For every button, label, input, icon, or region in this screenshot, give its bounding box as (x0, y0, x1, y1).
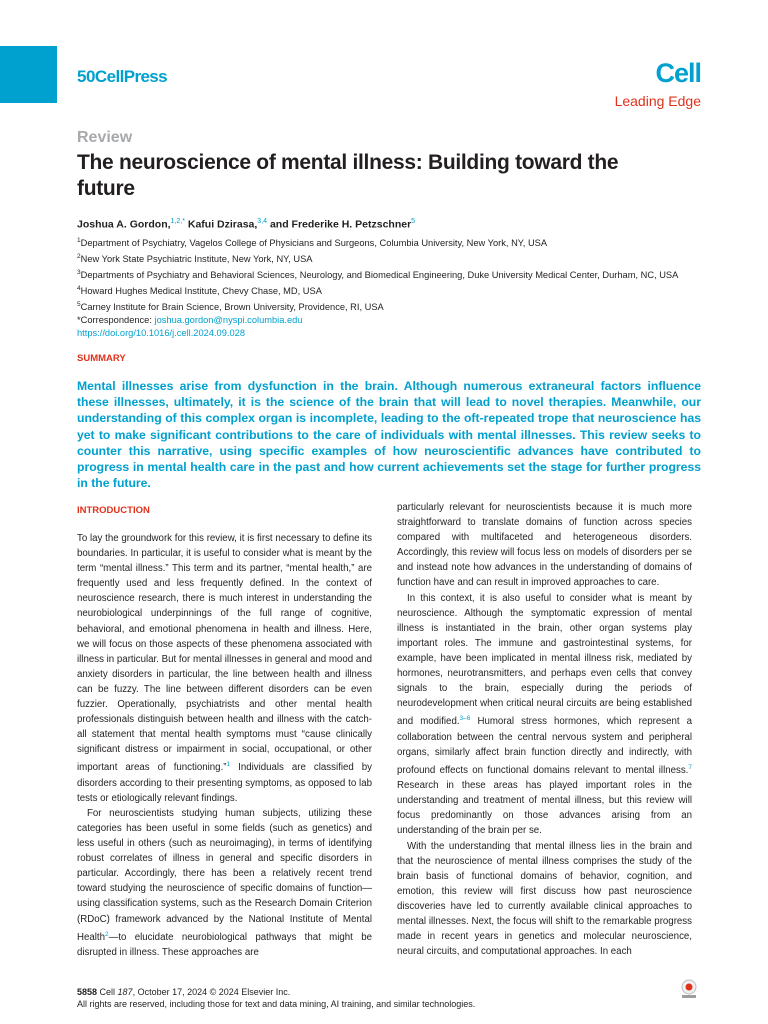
author-name: Kafui Dzirasa, (184, 218, 258, 231)
author-affiliation-ref[interactable]: 1,2,* (170, 218, 185, 225)
paragraph: With the understanding that mental illness lies in the brain and that the neuroscience of mental illness comprises the study of the brain basis of functional domains of behavior, cognition, and emotion, this review will first discuss how past neuroscience discoveries have led to currently available clinical approaches to mental illnesses. Next, the focus will shift to the remarkable progress made in recent years in genetics and molecular neuroscience, neural circuits, and computational approaches. In each (397, 840, 692, 958)
paragraph: To lay the groundwork for this review, it is first necessary to define its boundaries. In particular, it is useful to consider what is meant by the term “mental illness.” This term and its partner, “mental health,” are frequently used and less frequently defined. In the context of neuroscience research, there is much interest in understanding the neurobiological underpinnings of the full range of cognitive, behavioral, and emotional phenomena in health and illness. Here, we will focus on those aspects of these phenomena associated with illness in particular. But for mental illnesses in general and mood and anxiety disorders in particular, the line between health and illness can be fuzzy. The line between different disorders can be even fuzzier. Operationally, psychiatrists and other mental health professionals distinguish between health and illness with the catch-all statement that mental health symptoms must “cause clinically significant distress or impairment in social, occupational, or other important areas of functioning.”$^1$ Individuals are classified by disorders according to their presenting symptoms, as opposed to lab tests or etiologically relevant findings. (77, 533, 372, 804)
article-title: The neuroscience of mental illness: Building toward the future (77, 151, 619, 200)
rights-statement: All rights are reserved, including those for text and data mining, AI training, and similar technologies. (77, 999, 476, 1009)
author-affiliation-ref[interactable]: 3,4 (257, 218, 268, 225)
affiliation: $^5$Carney Institute for Brain Science, Brown University, Providence, RI, USA (77, 301, 384, 313)
doi (77, 327, 702, 340)
affiliation: $^2$New York State Psychiatric Institute, New York, NY, USA (77, 253, 313, 265)
affiliation: $^3$Departments of Psychiatry and Behavioral Sciences, Neurology, and Biomedical Engineering, Duke University Medical Center, Durham, NC, USA (77, 269, 679, 281)
doi-link[interactable]: https://doi.org/10.1016/j.cell.2024.09.028 (77, 328, 245, 339)
cellpress-50-mark: 50 (77, 67, 95, 86)
affiliation: $^4$Howard Hughes Medical Institute, Chevy Chase, MD, USA (77, 285, 322, 297)
summary-heading: SUMMARY (77, 353, 126, 364)
citation-ref[interactable]: 7 (688, 763, 692, 771)
author-list (77, 218, 415, 231)
author-affiliation-ref[interactable]: 5 (411, 218, 416, 225)
body-column-right (397, 500, 692, 959)
affiliations (77, 234, 702, 340)
correspondence: *Correspondence: joshua.gordon@nyspi.columbia.edu (77, 315, 303, 326)
brand-color-block (0, 46, 57, 103)
introduction-heading: INTRODUCTION (77, 505, 150, 516)
body-column-left (77, 531, 372, 960)
page-footer: 5858 Cell 187, October 17, 2024 © 2024 Elsevier Inc. All rights are reserved, including those for text and data mining, AI training, and similar technologies. (77, 987, 476, 1009)
correspondence-email-link[interactable]: joshua.gordon@nyspi.columbia.edu (154, 315, 303, 326)
page-number: 5858 (77, 987, 98, 997)
journal-name: Cell (655, 58, 701, 88)
citation-ref[interactable]: 3–6 (459, 715, 471, 723)
cellpress-wordmark: CellPress (94, 67, 168, 86)
author-name: Joshua A. Gordon, (77, 218, 171, 231)
paragraph: In this context, it is also useful to consider what is meant by neuroscience. Although the symptomatic expression of mental illness is instantiated in the brain, other organ systems play important roles. The immune and gastrointestinal systems, for example, have been implicated in mental illness risk, mediated by hormones, neurotransmitters, and perhaps even cells that convey signals to the brain, especially during the periods of neurodevelopment when critical neural circuits are being established and modified.$^{3-6}$ Humoral stress hormones, which represent a collaboration between the central nervous system and peripheral organs, similarly affect brain function directly and indirectly, with profound effects on functional domains relevant to mental illness.$^7$ Research in these areas has played important roles in the understanding and treatment of mental illness, but this review will focus predominantly on those advances arising from an understanding of the brain per se. (397, 592, 692, 837)
affiliation: $^1$Department of Psychiatry, Vagelos College of Physicians and Surgeons, Columbia University, New York, NY, USA (77, 237, 548, 249)
check-for-updates-icon[interactable] (678, 978, 700, 1000)
cellpress-logo[interactable] (77, 66, 167, 88)
article-type: Review (77, 129, 133, 146)
citation-ref[interactable]: 1 (226, 761, 231, 769)
paragraph: For neuroscientists studying human subjects, utilizing these categories has been useful in some fields (such as genetics) and less useful in others (such as neuroimaging), in terms of identifying robust correlates of illness in general and specific disorders in particular. Accordingly, there has been a relatively recent trend toward studying the neuroscience of specific domains of function—using classification systems, such as the Research Domain Criterion (RDoC) framework advanced by the National Institute of Mental Health$^2$—to elucidate neurobiological pathways that might be disrupted in illness. These approaches are (77, 807, 372, 958)
summary-text: Mental illnesses arise from dysfunction in the brain. Although numerous extraneural factors influence these illnesses, ultimately, it is the science of the brain that will lead to novel therapies. Meanwhile, our understanding of this complex organ is incomplete, leading to the oft-repeated trope that neuroscience has yet to make significant contributions to the care of individuals with mental illnesses. This review seeks to counter this narrative, using specific examples of how neuroscientific advances have contributed to progress in mental health care in the past and how current achievements set the stage for further progress in the future. (77, 379, 701, 491)
citation-ref[interactable]: 2 (105, 930, 109, 938)
paragraph: particularly relevant for neuroscientists because it is much more straightforward to translate domains of function across species compared with multifaceted and heterogeneous disorders. Accordingly, this review will focus less on models of disorders per se and instead note how advances in the understanding of domains of function have and can result in improved approaches to care. (397, 502, 692, 589)
author-name: and Frederike H. Petzschner (267, 218, 412, 231)
journal-section: Leading Edge (614, 93, 701, 109)
volume: 187 (117, 987, 133, 997)
